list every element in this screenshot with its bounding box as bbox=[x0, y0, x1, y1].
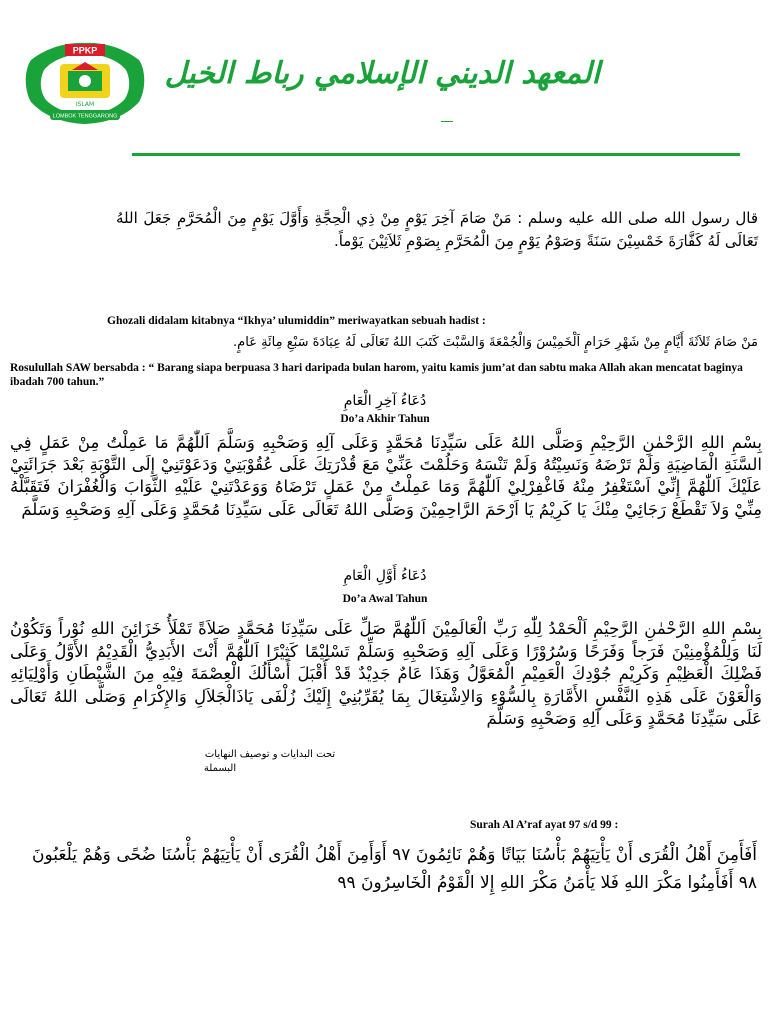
rosulullah-quote: Rosulullah SAW bersabda : “ Barang siapa berpuasa 3 hari daripada bulan harom, yaitu kamis jum’at dan sabtu maka Allah akan mencatat baginya ibadah 700 tahun.” bbox=[10, 362, 743, 388]
logo-badge-text: PPKP bbox=[72, 45, 98, 56]
ghozali-label: Ghozali didalam kitabnya “Ikhya’ ulumiddin” meriwayatkan sebuah hadist : bbox=[107, 315, 486, 327]
ghozali-hadith: مَنْ صَامَ ثَلاَثَةَ أَيَّامٍ مِنْ شَهْرِ حَرَامٍ اَلْخَمِيْسَ وَالْجُمْعَةَ وَالسَّبْتَ كَتَبَ اللهُ تَعَالَى لَهُ عِبَادَةَ سَبْعِ مِائَةِ عَامٍ. bbox=[233, 335, 758, 350]
intro-hadith: قال رسول الله صلى الله عليه وسلم : مَنْ صَامَ آخِرَ يَوْمٍ مِنْ ذِي الْحِجَّةِ وَأَوَّلَ يَوْمٍ مِنَ الْمُحَرَّمِ جَعَلَ اللهُ تَعَالَى لَهُ كَفَّارَةَ خَمْسِيْنَ سَنَةً وَصَوْمُ يَوْمٍ مِنَ الْمُحَرَّمِ بِصَوْمِ ثَلاَثِيْنَ يَوْماً. bbox=[116, 209, 758, 250]
logo-ribbon-text: LOMBOK TENGGARONG bbox=[52, 113, 118, 120]
logo-motto: ISLAM bbox=[75, 101, 95, 108]
header-divider bbox=[132, 153, 740, 156]
doa-awal-title-id: Do’a Awal Tahun bbox=[342, 593, 428, 605]
surah-text: أَفَأَمِنَ أَهْلُ الْقُرَى أَنْ يَأْتِيَهُمْ بَأْسُنَا بَيَاتًا وَهُمْ نَائِمُونَ ٩٧ أَوَأَمِنَ أَهْلُ الْقُرَى أَنْ يَأْتِيَهُمْ بَأْسُنَا ضُحًى وَهُمْ يَلْعَبُونَ ٩٨ أَفَأَمِنُوا مَكْرَ اللهِ فَلا يَأْمَنُ مَكْرَ اللهِ إِلا الْقَوْمُ الْخَاسِرُونَ ٩٩ bbox=[32, 845, 757, 893]
institution-title: المعهد الديني الإسلامي رباط الخيل bbox=[164, 56, 600, 91]
school-logo bbox=[22, 40, 148, 126]
doa-awal-note-1: تحت البدايات و توصيف النهايات bbox=[204, 749, 336, 760]
doa-awal-title-ar: دُعَاءُ أَوَّلِ الْعَامِ bbox=[343, 568, 427, 584]
title-underline bbox=[441, 121, 453, 122]
doa-akhir-title-id: Do’a Akhir Tahun bbox=[340, 413, 430, 425]
doa-awal-note-2: البسملة bbox=[203, 763, 237, 774]
surah-label: Surah Al A’raf ayat 97 s/d 99 : bbox=[470, 819, 619, 831]
doa-akhir-title-ar: دُعَاءُ آخِرِ الْعَامِ bbox=[343, 393, 427, 409]
doa-akhir-text: بِسْمِ اللهِ الرَّحْمٰنِ الرَّحِيْمِ وَصَلَّى اللهُ عَلَى سَيِّدِنَا مُحَمَّدٍ وَعَلَى آلِهِ وَصَحْبِهِ وَسَلَّمَ اَللّٰهُمَّ مَا عَمِلْتُ مِنْ عَمَلٍ فِي السَّنَةِ الْمَاضِيَةِ وَلَمْ تَرْضَهُ وَنَسِيْتُهُ وَلَمْ تَنْسَهُ وَحَلُمْتَ عَنِّيْ مَعَ قُدْرَتِكَ عَلَى عُقُوْبَتِيْ وَدَعَوْتَنِيْ إِلَى التَّوْبَةِ بَعْدَ جَرَائَتِيْ عَلَيْكَ اَللّٰهُمَّ إِنِّيْ اَسْتَغْفِرُ مِنْهُ فَاغْفِرْلِيْ اَللّٰهُمَّ وَمَا عَمِلْتُ مِنْ عَمَلٍ تَرْضَاهُ وَوَعَدْتَنِيْ عَلَيْهِ الثَّوَابَ وَالْغُفْرَانَ فَتَقَبَّلْهُ مِنِّيْ وَلاَ تَقْطَعْ رَجَائِيْ مِنْكَ يَا كَرِيْمُ يَا اَرْحَمَ الرَّاحِمِيْنَ وَصَلَّى اللهُ تَعَالَى عَلَى سَيِّدِنَا مُحَمَّدٍ وَعَلَى آلِهِ وَصَحْبِهِ وَسَلَّمَ bbox=[10, 433, 762, 519]
doa-awal-text: بِسْمِ اللهِ الرَّحْمٰنِ الرَّحِيْمِ اَلْحَمْدُ لِلّٰهِ رَبِّ الْعَالَمِيْنَ اَللّٰهُمَّ صَلِّ عَلَى سَيِّدِنَا مُحَمَّدٍ صَلاَةً تَمْلَأُ خَزَائِنَ اللهِ نُوْراً وَتَكُوْنُ لَنَا وَلِلْمُؤْمِنِيْنَ فَرَجاً وَفَرَحًا وَسُرُوْرًا وَعَلَى آلِهِ وَصَحْبِهِ وَسَلِّمْ تَسْلِيْمًا كَثِيْرًا اَللّٰهُمَّ أَنْتَ الأَبَدِيُّ الْقَدِيْمُ الأَوَّلُ وَعَلَى فَضْلِكَ الْعَظِيْمِ وَكَرِيْمِ جُوْدِكَ الْعَمِيْمِ الْمُعَوَّلُ وَهَذَا عَامٌ جَدِيْدٌ قَدْ أَقْبَلَ أَسْأَلُكَ الْعِصْمَةَ فِيْهِ مِنَ الشَّيْطَانِ وَأَوْلِيَائِهِ وَالْعَوْنَ عَلَى هَذِهِ النَّفْسِ الأَمَّارَةِ بِالسُّوْءِ وَالاِشْتِغَالَ بِمَا يُقَرِّبُنِيْ إِلَيْكَ زُلْفَى يَاذَالْجَلاَلِ وَالإِكْرَامِ وَصَلَّى اللهُ تَعَالَى عَلَى سَيِّدِنَا مُحَمَّدٍ وَعَلَى آلِهِ وَصَحْبِهِ وَسَلَّمَ bbox=[10, 619, 762, 728]
